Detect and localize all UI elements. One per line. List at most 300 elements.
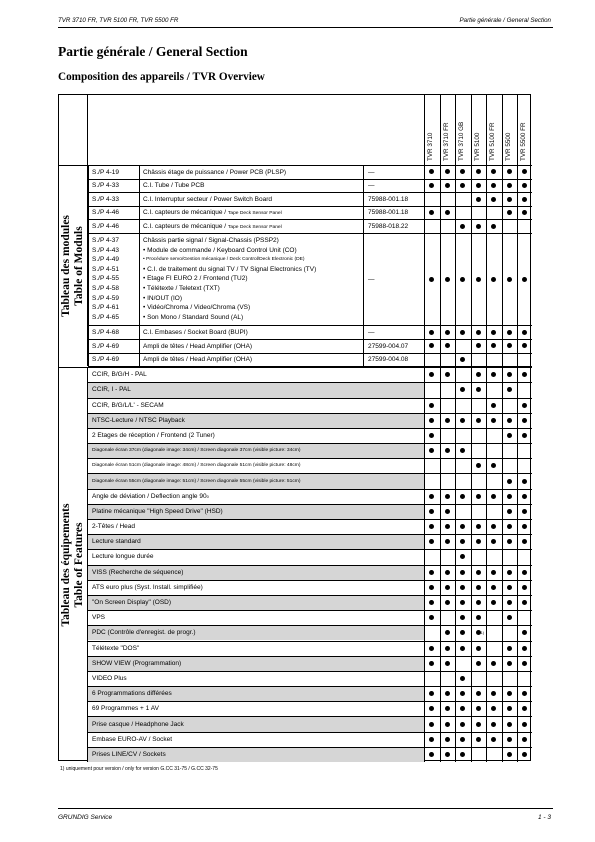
feature-row-line: [88, 504, 532, 505]
availability-dot: [429, 615, 434, 620]
model-column-line: [517, 165, 518, 366]
availability-dot: [522, 330, 527, 335]
availability-dot: [460, 387, 465, 392]
availability-dot: [429, 509, 434, 514]
model-column-line: [455, 367, 456, 762]
availability-dot: [522, 585, 527, 590]
availability-dot: [476, 600, 481, 605]
availability-dot: [491, 343, 496, 348]
availability-dot: [507, 387, 512, 392]
feature-label: SHOW VIEW (Programmation): [92, 659, 182, 667]
availability-dot: [522, 343, 527, 348]
modules-side-label: [59, 165, 88, 366]
feature-label: Embase EURO-AV / Socket: [92, 735, 173, 743]
availability-dot: [445, 570, 450, 575]
availability-dot: [522, 183, 527, 188]
availability-dot: [522, 433, 527, 438]
availability-dot: [507, 433, 512, 438]
module-row-line: [88, 179, 532, 180]
availability-dot: [460, 330, 465, 335]
module-row-line: [88, 339, 532, 340]
running-header-right: Partie générale / General Section: [459, 17, 551, 24]
availability-dot: [460, 737, 465, 742]
header-rule: [58, 27, 553, 28]
model-column-line: [471, 95, 472, 165]
availability-dot: [445, 509, 450, 514]
availability-dot: [522, 372, 527, 377]
availability-dot: [491, 494, 496, 499]
feature-row-line: [88, 701, 532, 702]
module-ref: S./P 4-61: [92, 304, 119, 312]
module-ref: S./P 4-51: [92, 265, 119, 273]
availability-dot: [522, 524, 527, 529]
module-ref: S./P 4-55: [92, 275, 119, 283]
availability-dot: [429, 661, 434, 666]
availability-dot: [476, 277, 481, 282]
feature-row-line: [88, 549, 532, 550]
module-description: • IN/OUT (IO): [143, 294, 182, 302]
footnote: 1) uniquement pour version / only for version G.CC 31-75 / G.CC 32-75: [60, 766, 218, 772]
model-header-label: TVR 5100 FR: [489, 122, 496, 161]
module-description: • Son Mono / Standard Sound (AL): [143, 313, 244, 321]
availability-dot: [491, 722, 496, 727]
availability-dot: [429, 372, 434, 377]
availability-dot: [491, 183, 496, 188]
availability-dot: [445, 722, 450, 727]
model-header-label: TVR 3710 FR: [442, 122, 450, 161]
availability-dot: [429, 448, 434, 453]
availability-dot: [507, 197, 512, 202]
availability-dot: [445, 661, 450, 666]
feature-row-line: [88, 519, 532, 520]
feature-row-line: [88, 747, 532, 748]
availability-dot: [522, 570, 527, 575]
availability-dot: [507, 570, 512, 575]
availability-dot: [429, 183, 434, 188]
module-description: C.I. capteurs de mécanique / Tape Deck Sensor Panel: [143, 209, 282, 217]
availability-dot: [429, 418, 434, 423]
model-header-label: TVR 5100: [473, 132, 481, 161]
module-ref: S./P 4-19: [92, 168, 119, 176]
module-part-number: 75988-018.22: [368, 222, 409, 230]
page-number: 1 - 3: [537, 814, 551, 821]
availability-dot: [522, 277, 527, 282]
features-side-label: [59, 367, 88, 762]
availability-dot: [491, 737, 496, 742]
availability-dot: [491, 539, 496, 544]
feature-label: VPS: [92, 614, 106, 622]
availability-dot: [507, 210, 512, 215]
availability-dot: [476, 661, 481, 666]
availability-dot: [460, 494, 465, 499]
availability-dot: [460, 600, 465, 605]
feature-label: PDC (Contrôle d'enregist. de progr.): [92, 629, 196, 637]
feature-label: CCIR, B/G/L/L' - SECAM: [92, 401, 164, 409]
feature-label: 69 Programmes + 1 AV: [92, 705, 159, 713]
model-column-line: [502, 165, 503, 366]
module-ref: S./P 4-58: [92, 285, 119, 292]
availability-dot: [507, 372, 512, 377]
availability-dot: [522, 403, 527, 408]
feature-row-line: [88, 610, 532, 611]
availability-dot: [522, 752, 527, 757]
module-column-line: [363, 165, 364, 366]
module-description: Ampli de têtes / Head Amplifier (OHA): [143, 356, 253, 364]
model-header-row: [59, 95, 530, 165]
availability-dot: [491, 224, 496, 229]
availability-dot: [491, 330, 496, 335]
availability-dot: [429, 752, 434, 757]
availability-dot: [507, 661, 512, 666]
module-ref: S./P 4-33: [92, 182, 119, 190]
availability-dot: [522, 600, 527, 605]
module-part-number: —: [368, 275, 375, 283]
module-ref: S./P 4-49: [92, 256, 119, 264]
module-row-line: [88, 233, 532, 234]
availability-dot: [445, 600, 450, 605]
model-header-label: TVR 3710: [427, 132, 434, 161]
availability-dot: [460, 646, 465, 651]
availability-dot: [507, 706, 512, 711]
availability-dot: [522, 691, 527, 696]
feature-label: VISS (Recherche de séquence): [92, 568, 184, 576]
feature-row-line: [88, 656, 532, 657]
module-description: C.I. capteurs de mécanique / Tape Deck Sensor Panel: [143, 222, 282, 230]
availability-dot: [445, 691, 450, 696]
model-column-line: [440, 165, 441, 366]
feature-row-line: [88, 671, 532, 672]
model-column-line: [455, 95, 456, 165]
feature-row-line: [88, 625, 532, 626]
model-column-line: [440, 95, 441, 165]
availability-dot: [522, 494, 527, 499]
section-subtitle: Composition des appareils / TVR Overview: [58, 71, 265, 83]
availability-dot: [476, 418, 481, 423]
availability-dot: [476, 570, 481, 575]
feature-label: Angle de déviation / Deflection angle $90^0$: [92, 492, 209, 500]
module-part-number: 75988-001.18: [368, 195, 409, 203]
feature-row-line: [88, 716, 532, 717]
availability-dot: [429, 585, 434, 590]
shaded-row-bg: [88, 382, 424, 397]
availability-dot: [445, 539, 450, 544]
feature-row-line: [88, 382, 532, 383]
module-part-number: —: [368, 182, 375, 190]
overview-table: [58, 94, 531, 761]
availability-dot: [429, 570, 434, 575]
module-description: • C.I. de traitement du signal TV / TV Signal Electronics (TV): [143, 265, 317, 273]
availability-dot: [460, 585, 465, 590]
availability-dot: [445, 646, 450, 651]
availability-dot: [476, 224, 481, 229]
availability-dot: [460, 224, 465, 229]
feature-column-line: [424, 367, 425, 762]
availability-dot: [460, 752, 465, 757]
availability-dot: [507, 722, 512, 727]
module-ref: S./P 4-68: [92, 328, 119, 336]
module-row-line: [88, 192, 532, 193]
feature-label: Télétexte "DOS": [92, 644, 140, 652]
module-part-number: —: [368, 168, 375, 176]
module-description: Ampli de têtes / Head Amplifier (OHA): [143, 342, 253, 350]
feature-label: Lecture standard: [92, 538, 141, 546]
availability-dot: [522, 722, 527, 727]
availability-dot: [460, 676, 465, 681]
availability-dot: [476, 691, 481, 696]
feature-label: Diagonale écran 51cm (diagonale image: 48cm) / Screen diagonale 51cm (visible picture: 48cm): [92, 463, 301, 469]
module-description: C.I. Interruptur secteur / Power Switch Board: [143, 195, 272, 203]
model-column-line: [517, 367, 518, 762]
availability-dot: [445, 737, 450, 742]
availability-dot: [445, 169, 450, 174]
availability-dot: [507, 343, 512, 348]
module-ref: S./P 4-46: [92, 222, 119, 230]
availability-dot: [460, 570, 465, 575]
module-ref: S./P 4-69: [92, 342, 119, 350]
availability-dot: [491, 169, 496, 174]
feature-row-line: [88, 458, 532, 459]
availability-dot: [491, 524, 496, 529]
availability-dot: [522, 661, 527, 666]
availability-dot: [460, 524, 465, 529]
availability-dot: [491, 600, 496, 605]
availability-dot: [460, 448, 465, 453]
feature-row-line: [88, 565, 532, 566]
availability-dot: [476, 463, 481, 468]
footer-rule: [58, 808, 553, 809]
availability-dot: [476, 387, 481, 392]
feature-label: Prise casque / Headphone Jack: [92, 720, 184, 728]
model-column-line: [486, 95, 487, 165]
availability-dot: [476, 646, 481, 651]
availability-dot: [476, 722, 481, 727]
module-ref: S./P 4-37: [92, 237, 119, 244]
availability-dot: [507, 494, 512, 499]
availability-dot: [460, 722, 465, 727]
footer-left: GRUNDIG Service: [58, 814, 113, 821]
availability-dot: [460, 418, 465, 423]
module-row-line: [88, 325, 532, 326]
availability-dot: [476, 737, 481, 742]
feature-label: VIDEO Plus: [92, 674, 127, 682]
availability-dot: [445, 277, 450, 282]
feature-label: CCIR, I - PAL: [92, 386, 131, 394]
availability-dot: [460, 691, 465, 696]
feature-row-line: [88, 641, 532, 642]
availability-dot: [491, 661, 496, 666]
module-ref: S./P 4-33: [92, 195, 119, 203]
availability-dot: [445, 183, 450, 188]
availability-dot: [429, 646, 434, 651]
availability-dot: [460, 630, 465, 635]
module-description: • Module de commande / Keyboard Control Unit (CO): [143, 246, 297, 254]
model-column-line: [517, 95, 518, 165]
availability-dot: [460, 539, 465, 544]
availability-dot: [460, 554, 465, 559]
availability-dot: [491, 197, 496, 202]
availability-dot: [429, 524, 434, 529]
model-header-label: TVR 5500 FR: [520, 122, 527, 161]
availability-dot: [476, 615, 481, 620]
availability-dot: [429, 737, 434, 742]
availability-dot: [476, 494, 481, 499]
availability-dot: [429, 169, 434, 174]
availability-dot: [445, 630, 450, 635]
feature-row-line: [88, 398, 532, 399]
availability-dot: [491, 706, 496, 711]
module-description: • Etage FI EURO 2 / Frontend (TU2): [143, 275, 248, 283]
availability-dot: [476, 524, 481, 529]
modules-title-fr: Tableau des modules: [60, 214, 72, 317]
model-header-label: TVR 5500: [504, 132, 512, 161]
modules-title-en: Table of Moduls: [73, 225, 85, 306]
availability-dot: [491, 463, 496, 468]
module-row-line: [88, 219, 532, 220]
availability-dot: [507, 330, 512, 335]
feature-label: CCIR, B/G/H - PAL: [92, 371, 147, 379]
availability-dot: [445, 706, 450, 711]
availability-dot: [429, 343, 434, 348]
availability-dot: [507, 277, 512, 282]
section-separator: [59, 367, 532, 368]
availability-dot: [491, 585, 496, 590]
module-ref: S./P 4-43: [92, 246, 119, 254]
availability-dot: [491, 277, 496, 282]
availability-dot: [491, 418, 496, 423]
features-title-fr: Tableau des équipements: [60, 503, 72, 627]
availability-dot: [522, 197, 527, 202]
module-ref: S./P 4-46: [92, 209, 119, 217]
modules-section: [59, 165, 530, 366]
availability-dot: [507, 509, 512, 514]
availability-dot: [507, 752, 512, 757]
availability-dot: [522, 646, 527, 651]
module-description: C.I. Embases / Socket Board (BUPI): [143, 328, 248, 336]
module-description: Châssis étage de puissance / Power PCB (PLSP): [143, 168, 287, 176]
availability-dot: [445, 524, 450, 529]
availability-dot: [476, 169, 481, 174]
availability-dot: [429, 330, 434, 335]
availability-dot: [445, 330, 450, 335]
availability-dot: [476, 706, 481, 711]
model-column-line: [471, 367, 472, 762]
model-header-label: TVR 3710 GB: [458, 121, 465, 161]
availability-dot: [522, 737, 527, 742]
availability-dot: [522, 479, 527, 484]
availability-dot: [429, 433, 434, 438]
availability-dot: [429, 722, 434, 727]
footnote-marker: 1): [480, 629, 485, 635]
availability-dot: [522, 539, 527, 544]
model-column-line: [471, 165, 472, 366]
availability-dot: [507, 737, 512, 742]
availability-dot: [445, 372, 450, 377]
availability-dot: [507, 524, 512, 529]
availability-dot: [460, 357, 465, 362]
feature-label: 6 Programmations différées: [92, 690, 172, 698]
feature-row-line: [88, 489, 532, 490]
module-part-number: 75988-001.18: [368, 209, 409, 217]
feature-row-line: [88, 732, 532, 733]
availability-dot: [429, 539, 434, 544]
feature-label: Diagonale écran 55cm (diagonale image: 51cm) / Screen diagonale 55cm (visible picture: 51cm): [92, 478, 301, 484]
feature-row-line: [88, 413, 532, 414]
module-part-number: —: [368, 328, 375, 336]
availability-dot: [507, 615, 512, 620]
availability-dot: [507, 479, 512, 484]
module-column-line: [139, 165, 140, 366]
availability-dot: [445, 448, 450, 453]
module-column-line: [88, 165, 89, 366]
availability-dot: [476, 343, 481, 348]
availability-dot: [522, 509, 527, 514]
availability-dot: [507, 600, 512, 605]
page-title: Partie générale / General Section: [58, 44, 248, 59]
availability-dot: [460, 169, 465, 174]
availability-dot: [507, 418, 512, 423]
degree-superscript: 0: [206, 493, 209, 499]
availability-dot: [460, 277, 465, 282]
feature-row-line: [88, 686, 532, 687]
model-column-line: [486, 165, 487, 366]
availability-dot: [460, 706, 465, 711]
feature-row-line: [88, 428, 532, 429]
module-description: C.I. Tube / Tube PCB: [143, 182, 205, 190]
module-description: Châssis partie signal / Signal-Chassis (PSSP2): [143, 237, 279, 244]
availability-dot: [460, 183, 465, 188]
availability-dot: [429, 494, 434, 499]
model-column-line: [486, 367, 487, 762]
availability-dot: [460, 615, 465, 620]
availability-dot: [491, 570, 496, 575]
model-column-line: [502, 95, 503, 165]
availability-dot: [445, 210, 450, 215]
model-column-line: [440, 367, 441, 762]
availability-dot: [429, 210, 434, 215]
availability-dot: [476, 330, 481, 335]
feature-row-line: [88, 580, 532, 581]
availability-dot: [507, 183, 512, 188]
availability-dot: [507, 169, 512, 174]
feature-label: Platine mécanique "High Speed Drive" (HSD): [92, 507, 223, 515]
availability-dot: [429, 706, 434, 711]
module-row-line: [88, 206, 532, 207]
feature-row-line: [88, 443, 532, 444]
availability-dot: [507, 539, 512, 544]
availability-dot: [507, 646, 512, 651]
feature-label: ATS euro plus (Syst. Install. simplifiée): [92, 583, 203, 591]
module-row-line: [88, 165, 532, 166]
availability-dot: [507, 691, 512, 696]
availability-dot: [445, 752, 450, 757]
running-header-left: TVR 3710 FR, TVR 5100 FR, TVR 5500 FR: [58, 17, 179, 24]
module-row-line: [88, 353, 532, 354]
feature-label: NTSC-Lecture / NTSC Playback: [92, 416, 185, 424]
model-column-line: [502, 367, 503, 762]
availability-dot: [445, 418, 450, 423]
feature-row-line: [88, 595, 532, 596]
module-ref: S./P 4-65: [92, 313, 119, 321]
availability-dot: [429, 600, 434, 605]
module-description: • Télétexte / Teletext (TXT): [143, 285, 220, 292]
module-part-number: 27599-004.07: [368, 342, 409, 350]
availability-dot: [445, 343, 450, 348]
availability-dot: [522, 418, 527, 423]
feature-label: Lecture longue durée: [92, 553, 154, 561]
module-column-line: [424, 165, 425, 366]
availability-dot: [429, 691, 434, 696]
availability-dot: [491, 691, 496, 696]
